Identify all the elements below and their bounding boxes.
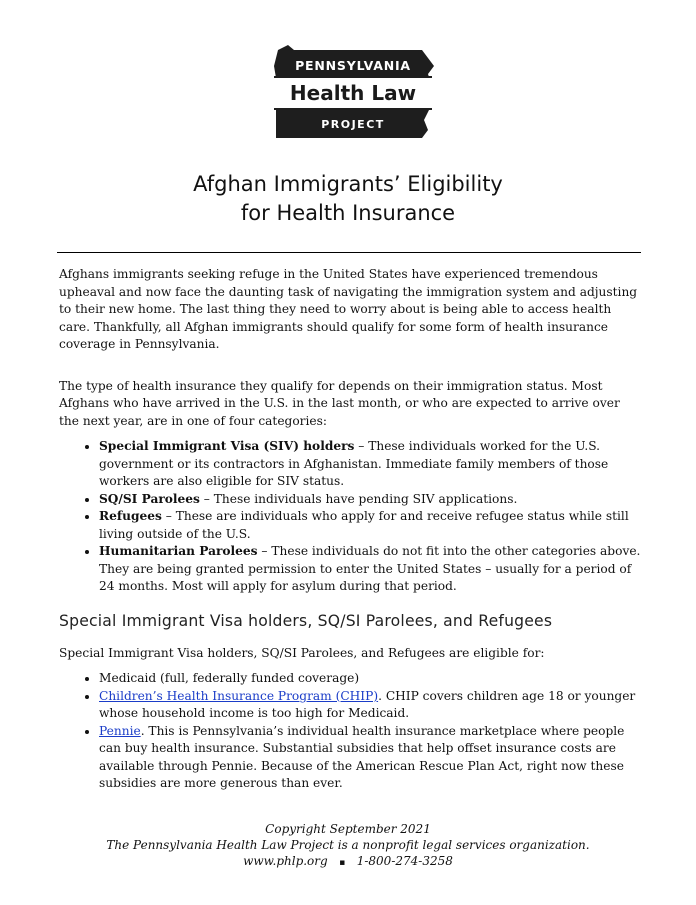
page-title (0, 170, 696, 228)
eligibility-text: . This is Pennsylvania’s individual health insurance marketplace where people can buy health insurance. Substantial subsidies that help offset insurance costs are available through Pennie. Because of the American Rescue Plan Act, right now these subsidies are more generous than ever. (99, 723, 625, 790)
title-line-2: for Health Insurance (240, 201, 456, 225)
category-term: Special Immigrant Visa (SIV) holders (99, 439, 355, 453)
category-list (59, 438, 643, 596)
eligibility-text: Medicaid (full, federally funded coverage) (99, 671, 360, 685)
list-item (99, 543, 643, 596)
title-divider (57, 252, 641, 253)
section-intro: Special Immigrant Visa holders, SQ/SI Parolees, and Refugees are eligible for: (59, 645, 545, 660)
title-line-1: Afghan Immigrants’ Eligibility (193, 172, 503, 196)
category-term: Humanitarian Parolees (99, 544, 258, 558)
eligibility-list (59, 670, 643, 793)
status-paragraph: The type of health insurance they qualify for depends on their immigration status. Most Afghans who have arrived in the U.S. in the last month, or who are expected to arrive over the next year, are in one of four categories: (59, 378, 620, 428)
organization-text: The Pennsylvania Health Law Project is a nonprofit legal services organization. (106, 838, 590, 852)
phone-text: 1-800-274-3258 (356, 854, 453, 868)
category-term: Refugees (99, 509, 162, 523)
copyright-text: Copyright September 2021 (265, 822, 431, 836)
chip-link[interactable]: Children’s Health Insurance Program (CHIP) (99, 688, 379, 703)
separator-icon: ▪ (339, 858, 346, 868)
intro-paragraph: Afghans immigrants seeking refuge in the United States have experienced tremendous upheaval and now face the daunting task of navigating the immigration system and adjusting to their new home. The last thing they need to worry about is being able to access health care. Thankfully, all Afghan immigrants should qualify for some form of health insurance coverage in Pennsylvania. (59, 267, 638, 351)
logo-text-health-law: Health Law (289, 81, 417, 105)
contact-line (0, 853, 696, 871)
phlp-logo (272, 44, 434, 140)
logo-text-project: PROJECT (321, 118, 385, 131)
document-body (59, 266, 643, 793)
website-text: www.phlp.org (243, 854, 328, 868)
eligibility-text: . CHIP covers children age 18 or younger whose household income is too high for Medicaid. (99, 688, 636, 720)
list-item (99, 688, 643, 723)
list-item (99, 491, 643, 509)
category-description: – These individuals have pending SIV applications. (199, 491, 518, 506)
section-heading: Special Immigrant Visa holders, SQ/SI Parolees, and Refugees (59, 611, 553, 630)
list-item (99, 508, 643, 543)
list-item (99, 438, 643, 491)
pennie-link[interactable]: Pennie (99, 723, 141, 738)
category-term: SQ/SI Parolees (99, 491, 200, 506)
list-item (99, 670, 643, 688)
logo-text-pennsylvania: PENNSYLVANIA (295, 58, 411, 73)
category-description: – These individuals do not fit into the other categories above. They are being granted permission to enter the United States – usually for a period of 24 months. Most will apply for asylum during that period. (99, 544, 641, 593)
category-description: – These are individuals who apply for and receive refugee status while still living outside of the U.S. (99, 509, 629, 541)
list-item (99, 723, 643, 793)
category-description: – These individuals worked for the U.S. government or its contractors in Afghanistan. Immediate family members of those workers are also eligible for SIV status. (99, 439, 609, 488)
page-footer (0, 821, 696, 871)
